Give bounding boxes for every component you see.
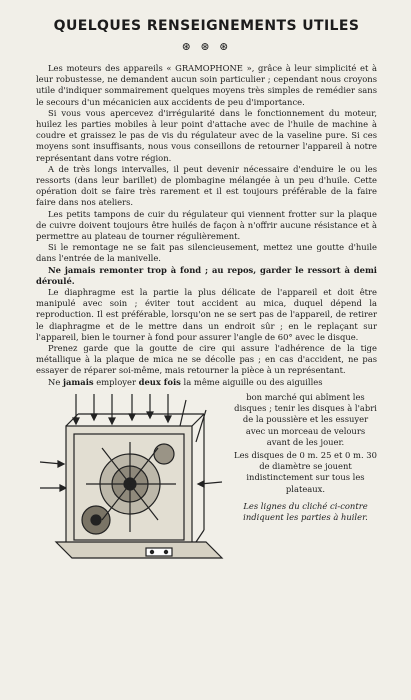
paragraph-2: Si vous vous apercevez d'irrégularité dans le fonctionnement du moteur, huilez les parties mobiles à leur point d'attache avec de l'huile de machine à coudre et graissez le pas de vis du régulateur avec de la vaseline pure. Si ces moyens sont insuffisants, nous vous conseillons de retourner l'appareil à notre représentant dans votre région. (36, 107, 377, 163)
paragraph-7: Prenez garde que la goutte de cire qui assure l'adhérence de la tige métallique à la plaque de mica ne se décolle pas ; en cas d'accident, ne pas essayer de réparer soi-même, mais retourner la pièce à un représentant. (36, 343, 377, 376)
paragraph-1: Les moteurs des appareils « GRAMOPHONE », grâce à leur simplicité et à leur robustesse, ne demandent aucun soin particulier ; cependant nous croyons utile d'indiquer sommairement quelques moyens très simples de remédier sans le secours d'un mécanicien aux accidents de peu d'importance. (36, 63, 377, 107)
paragraph-4: Les petits tampons de cuir du régulateur qui viennent frotter sur la plaque de cuivre doivent toujours être huilés de façon à n'offrir aucune résistance et à permettre au plateau de tourner régulièrement. (36, 208, 377, 242)
needle-mid: employer (93, 376, 139, 387)
figure-caption: Les lignes du cliché ci-contre indiquent les parties à huiler. (243, 500, 368, 522)
side-paragraph-1: bon marché qui abîment les disques ; tenir les disques à l'abri de la poussière et les essuyer avec un morceau de velours avant de les jouer. (234, 391, 377, 447)
needle-prefix: Ne (48, 376, 63, 387)
needle-suffix: la même aiguille ou des aiguilles (180, 376, 323, 387)
ornament: ⊛ ⊛ ⊛ (181, 40, 232, 53)
paragraph-5: Si le remontage ne se fait pas silencieusement, mettez une goutte d'huile dans l'entrée de la manivelle. (36, 242, 377, 264)
lower-section (36, 392, 377, 576)
needle-intro (36, 377, 377, 388)
warning-line: Ne jamais remonter trop à fond ; au repos, garder le ressort à demi déroulé. (36, 264, 377, 286)
needle-bold-2: deux fois (138, 376, 181, 387)
paragraph-6: Le diaphragme est la partie la plus délicate de l'appareil et doit être manipulé avec soin ; éviter tout accident au mica, duquel dépend la reproduction. Il est préférable, lorsqu'on ne se sert pas de l'appareil, de retirer le diaphragme et de le mettre dans un endroit sûr ; en le replaçant sur l'appareil, bien le tourner à fond pour assurer l'angle de 60° avec le disque. (36, 287, 377, 342)
motor-illustration (36, 392, 228, 576)
side-text (228, 392, 377, 576)
body-text (36, 63, 377, 388)
page-title: QUELQUES RENSEIGNEMENTS UTILES (53, 18, 360, 34)
needle-bold-1: jamais (62, 376, 94, 387)
motor-drawing (36, 392, 228, 576)
paragraph-3: A de très longs intervalles, il peut devenir nécessaire d'enduire le ou les ressorts (dans leur barillet) de plombagine mélangée à un peu d'huile. Cette opération doit se faire très rarement et il est toujours préférable de la faire faire dans nos ateliers. (36, 163, 377, 208)
side-paragraph-2: Les disques de 0 m. 25 et 0 m. 30 de diamètre se jouent indistinctement sur tous les plateaux. (234, 449, 377, 494)
